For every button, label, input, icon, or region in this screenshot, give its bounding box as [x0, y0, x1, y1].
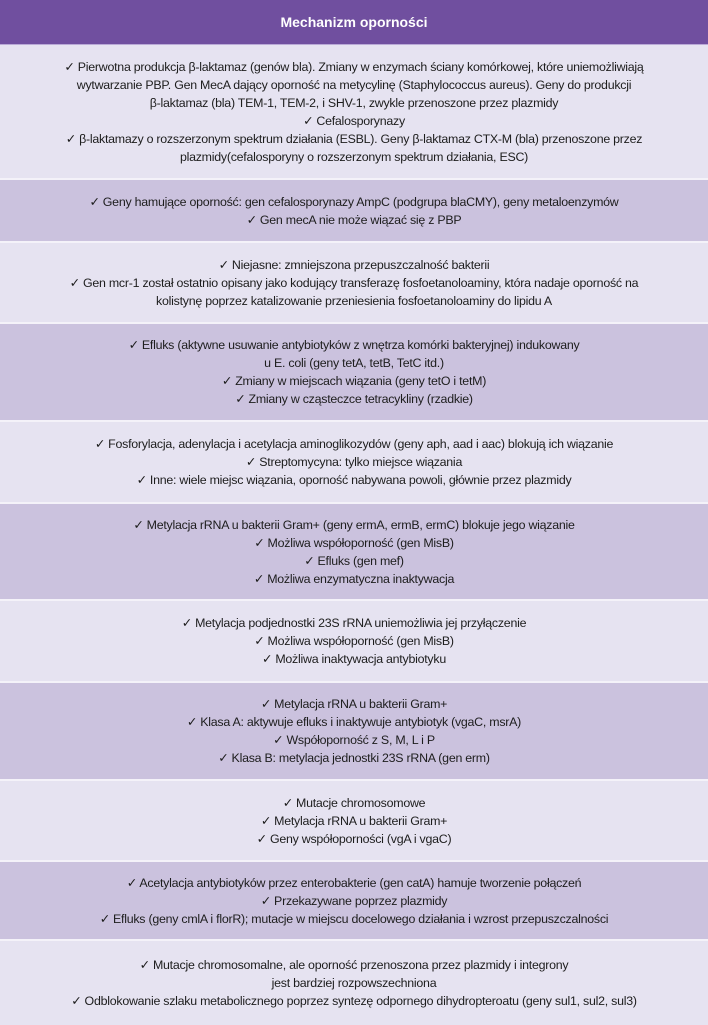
row-text: ✓ Możliwa współoporność (gen MisB): [254, 634, 454, 648]
row-text: ✓ Geny współoporności (vgA i vgaC): [256, 831, 452, 846]
row-text: ✓ Efluks (geny cmlA i florR); mutacje w miejscu docelowego działania i wzrost przepuszczalności: [99, 911, 609, 926]
row-text: ✓ Cefalosporynazy: [303, 113, 405, 128]
row-text: ✓ Streptomycyna: tylko miejsce wiązania: [245, 455, 463, 469]
row-text: ✓ Mutacje chromosomowe: [282, 795, 426, 810]
row-text: wytwarzanie PBP. Gen MecA dający oporność na metycylinę (Staphylococcus aureus). Geny do produkcji: [76, 77, 632, 92]
row-text: jest bardziej rozpowszechniona: [271, 976, 437, 990]
row-text: u E. coli (geny tetA, tetB, TetC itd.): [264, 356, 444, 370]
row-text: ✓ Metylacja podjednostki 23S rRNA uniemożliwia jej przyłączenie: [181, 616, 527, 630]
row-text: ✓ Metylacja rRNA u bakterii Gram+ (geny ermA, ermB, ermC) blokuje jego wiązanie: [133, 517, 575, 532]
table-row: [0, 180, 708, 243]
row-text: ✓ Geny hamujące oporność: gen cefalosporynazy AmpC (podgrupa blaCMY), geny metaloenzymów: [89, 194, 619, 209]
row-text: ✓ Metylacja rRNA u bakterii Gram+: [260, 697, 448, 711]
table-header: [0, 0, 708, 45]
table-row: [0, 243, 708, 324]
table-row: [0, 45, 708, 180]
row-text: ✓ Gen mecA nie może wiązać się z PBP: [246, 212, 462, 227]
table-row: [0, 504, 708, 601]
row-text: ✓ Pierwotna produkcja β-laktamaz (genów bla). Zmiany w enzymach ściany komórkowej, które uniemożliwiają: [64, 59, 644, 74]
row-text: ✓ β-laktamazy o rozszerzonym spektrum działania (ESBL). Geny β-laktamaz CTX-M (bla) przenoszone przez: [65, 131, 643, 146]
row-text: ✓ Zmiany w miejscach wiązania (geny tetO i tetM): [221, 374, 487, 388]
row-text: ✓ Efluks (aktywne usuwanie antybiotyków z wnętrza komórki bakteryjnej) indukowany: [128, 338, 580, 352]
header-title: Mechanizm oporności: [280, 14, 428, 30]
row-text: ✓ Klasa A: aktywuje efluks i inaktywuje antybiotyk (vgaC, msrA): [186, 715, 522, 729]
table-row: [0, 862, 708, 941]
row-text: ✓ Przekazywane poprzez plazmidy: [260, 893, 448, 908]
table-row: [0, 324, 708, 422]
table-row: [0, 683, 708, 781]
row-text: ✓ Mutacje chromosomalne, ale oporność przenoszona przez plazmidy i integrony: [139, 958, 569, 972]
row-text: ✓ Możliwa inaktywacja antybiotyku: [262, 652, 446, 666]
row-text: ✓ Metylacja rRNA u bakterii Gram+: [260, 813, 448, 828]
row-text: kolistynę poprzez katalizowanie przeniesienia fosfoetanoloaminy do lipidu A: [156, 293, 552, 308]
row-text: ✓ Możliwa enzymatyczna inaktywacja: [253, 571, 455, 586]
row-text: ✓ Klasa B: metylacja jednostki 23S rRNA (gen erm): [218, 751, 490, 765]
row-text: ✓ Efluks (gen mef): [304, 553, 404, 568]
row-text: ✓ Odblokowanie szlaku metabolicznego poprzez syntezę odpornego dihydropteroatu (geny sul1, sul2, sul3): [71, 994, 637, 1008]
row-text: plazmidy(cefalosporyny o rozszerzonym spektrum działania, ESC): [179, 149, 529, 164]
row-text: ✓ Możliwa współoporność (gen MisB): [254, 535, 454, 550]
table-row: [0, 781, 708, 862]
row-text: ✓ Fosforylacja, adenylacja i acetylacja aminoglikozydów (geny aph, aad i aac) blokują ich wiązanie: [94, 437, 614, 451]
table-row: [0, 422, 708, 504]
row-text: β-laktamaz (bla) TEM-1, TEM-2, i SHV-1, zwykle przenoszone przez plazmidy: [149, 95, 559, 110]
row-text: ✓ Zmiany w cząsteczce tetracykliny (rzadkie): [235, 392, 473, 406]
table-row: [0, 941, 708, 1025]
row-text: ✓ Gen mcr-1 został ostatnio opisany jako kodujący transferazę fosfoetanoloaminy, która nadaje oporność na: [69, 275, 639, 290]
table-row: [0, 601, 708, 683]
row-text: ✓ Acetylacja antybiotyków przez enterobakterie (gen catA) hamuje tworzenie połączeń: [126, 875, 582, 890]
row-text: ✓ Inne: wiele miejsc wiązania, oporność nabywana powoli, głównie przez plazmidy: [136, 473, 572, 487]
row-text: ✓ Współoporność z S, M, L i P: [273, 733, 435, 747]
row-text: ✓ Niejasne: zmniejszona przepuszczalność bakterii: [218, 257, 490, 272]
